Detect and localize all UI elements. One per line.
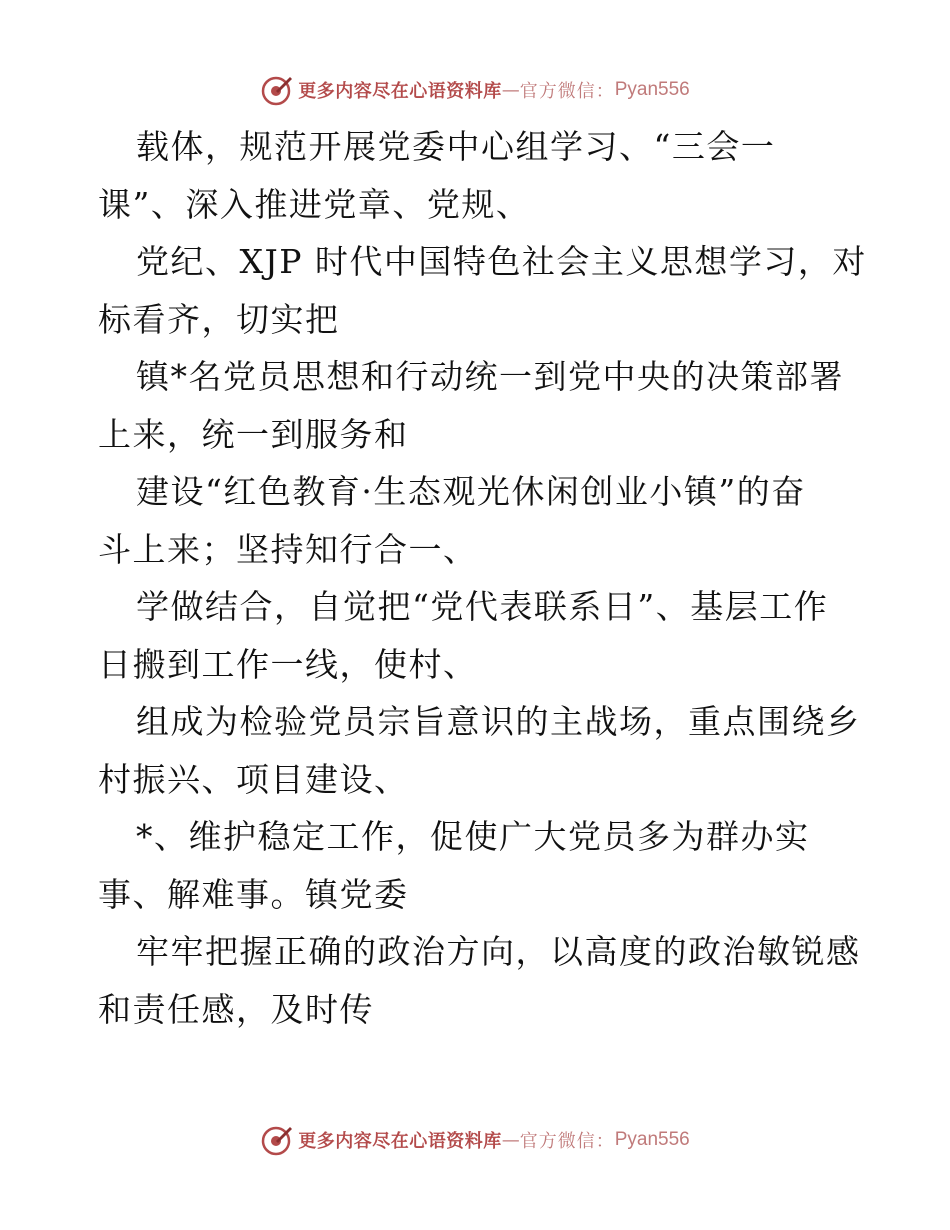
body-line: 村振兴、项目建设、 <box>98 759 409 799</box>
document-body <box>98 118 867 1038</box>
banner-dash: — <box>501 79 520 101</box>
banner-wechat-label: 官方微信： <box>519 1131 615 1152</box>
body-line: 日搬到工作一线，使村、 <box>98 644 478 684</box>
body-line: 牢牢把握正确的政治方向，以高度的政治敏锐感 <box>136 932 861 971</box>
banner-site-text: 更多内容尽在心语资料库 <box>298 1131 502 1152</box>
footer-banner <box>0 1120 950 1160</box>
body-line: 学做结合，自觉把“党代表联系日”、基层工作 <box>136 587 829 626</box>
body-line: 建设“红色教育·生态观光休闲创业小镇”的奋 <box>136 472 806 511</box>
banner-dash: — <box>501 1129 520 1151</box>
pen-logo-icon <box>260 73 294 107</box>
banner-wechat-label: 官方微信： <box>519 81 615 102</box>
body-line: 上来，统一到服务和 <box>98 414 409 454</box>
body-line: 斗上来；坚持知行合一、 <box>98 529 478 569</box>
body-line: 标看齐，切实把 <box>98 299 340 339</box>
body-line: 镇*名党员思想和行动统一到党中央的决策部署 <box>136 357 844 396</box>
banner-wechat-id: Pyan556 <box>614 79 690 100</box>
header-banner <box>0 70 950 110</box>
banner-wechat-id: Pyan556 <box>614 1129 690 1150</box>
body-line: 和责任感，及时传 <box>98 989 374 1029</box>
body-line: 组成为检验党员宗旨意识的主战场，重点围绕乡 <box>136 702 861 741</box>
body-line: 事、解难事。镇党委 <box>98 874 409 914</box>
body-line: 党纪、XJP 时代中国特色社会主义思想学习，对 <box>136 242 867 281</box>
body-line: 载体，规范开展党委中心组学习、“三会一 <box>136 127 776 166</box>
pen-logo-icon <box>260 1123 294 1157</box>
body-line: *、维护稳定工作，促使广大党员多为群办实 <box>136 817 810 856</box>
body-line: 课”、深入推进党章、党规、 <box>98 184 531 224</box>
banner-site-text: 更多内容尽在心语资料库 <box>298 81 502 102</box>
